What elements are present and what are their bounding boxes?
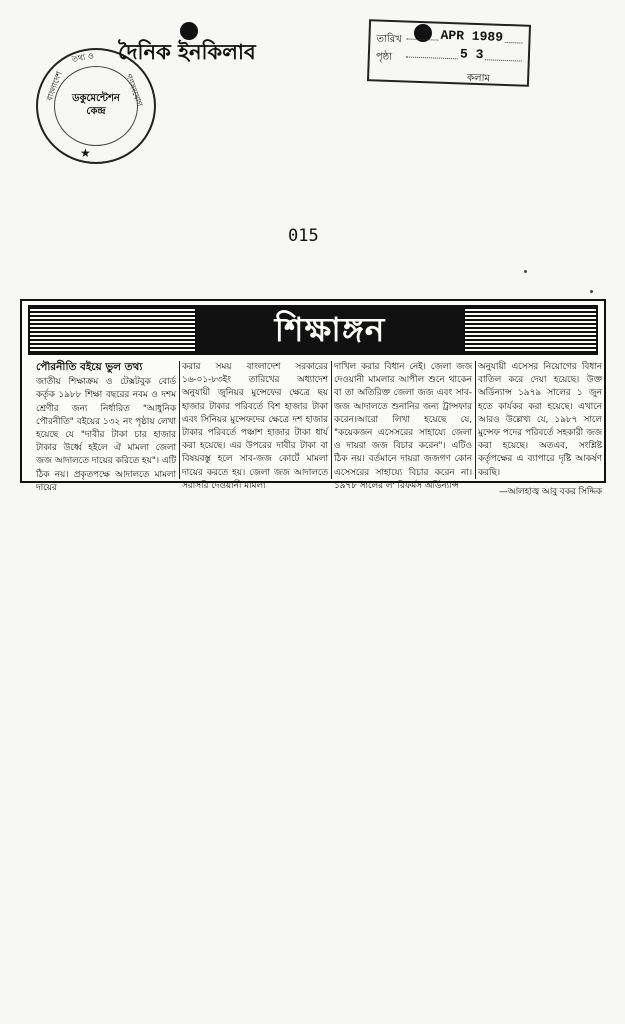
file-code: 015: [288, 226, 319, 246]
article-column-3: [334, 361, 472, 491]
article-column-text: জাতীয় শিক্ষাক্রম ও টেক্সটবুক বোর্ড কর্তৃক ১৯৮৮ শিক্ষা বছরের নবম ও দশম শ্রেণীর জন্য নির্ধারিত "আধুনিক পৌরনীতি" বইয়ের ১৩২ নং পৃষ্ঠায় লেখা হয়েছে যে "দাবীর টাকা চার হাজার টাকার উর্ধ্বে হইলে ঐ মামলা জেলা জজ আদালতে দায়ের করিতে হয়"। এটি ঠিক নয়। প্রকৃতপক্ষে আদালতে মামলা দায়ের: [36, 377, 176, 493]
column-divider: [331, 361, 332, 479]
seal-center-text: [38, 92, 154, 118]
article-headline: পৌরনীতি বইয়ে ভুল তথ্য: [36, 361, 143, 373]
section-title: শিক্ষাঙ্গন: [195, 309, 465, 351]
article-column-text: অনুযায়ী এসেসর নিয়োগের বিধান বাতিল করে দেয়া হয়েছে। উক্ত অর্ডিন্যান্স ১৯৭৯ সালের ১ জুন হতে কার্যকর করা হয়েছে। এখানে আরও উল্লেখ্য যে, ১৯৮৭ সালে মুন্সেফ পদের পরিবর্তে সহকারী জজ করা হয়েছে। অতএব, সংশ্লিষ্ট কর্তৃপক্ষের এ ব্যাপারে দৃষ্টি আকর্ষণ করছি।: [478, 362, 602, 478]
scan-speck: [524, 270, 527, 273]
column-divider: [179, 361, 180, 479]
seal-ring-text-top: তথ্য ও: [71, 51, 95, 64]
article-column-2: [182, 361, 328, 491]
date-stamp: [367, 19, 531, 87]
column-divider: [475, 361, 476, 479]
seal-star-icon: ★: [80, 146, 91, 160]
stamp-page-value: 5 3: [459, 46, 484, 63]
article-column-1: [36, 361, 176, 493]
stamp-date-label: তারিখ: [376, 33, 402, 46]
article-column-text: দাখিল করার বিধান নেই। জেলা জজ দেওয়ানী মামলার আপীল শুনে থাকেন বা তা অতিরিক্ত জেলা জজ এবং সাব-জজ আদালতে শুনানির জন্য ট্রান্সফার করেন।আরো লিখা হয়েছে যে, "কয়েকজন এসেসরের সাহায্যে জেলা ও দায়রা জজ বিচার করেন"। এটিও ঠিক নয়। বর্তমানে দায়রা জজগণ কোন এসেসরের সাহায্যে বিচার করেন না। ১৯৭৮ সালের ল' রিফর্মস অর্ডিন্যান্স: [334, 362, 472, 491]
seal-ring-text-left: বাংলাদেশ: [44, 70, 64, 103]
stamp-date-value: APR 1989: [440, 27, 504, 45]
article-column-4: [478, 361, 602, 497]
seal-ring-text-right: গণসংযোগ: [123, 72, 145, 108]
newspaper-clipping: [20, 299, 606, 497]
seal-center-line-2: কেন্দ্র: [86, 106, 106, 117]
stamp-column-row: [375, 63, 522, 88]
scan-speck: [590, 290, 593, 293]
newspaper-name: দৈনিক ইনকিলাব: [118, 40, 256, 64]
seal-center-line-1: ডকুমেন্টেশন: [72, 93, 120, 104]
section-banner: [28, 305, 598, 355]
article-byline: —আলহাজ্ব আবু বকর সিদ্দিক: [498, 486, 602, 497]
stamp-page-label: পৃষ্ঠা: [375, 51, 393, 64]
stamp-column-label: কলাম: [466, 72, 491, 85]
article-column-text: করার সময় বাংলাদেশ সরকারের ১৬-০১-৮৩ইং তারিখের অধ্যাদেশ অনুযায়ী জুনিয়র মুন্সেফের ক্ষেত্রে ছয় হাজার টাকার পরিবর্তে বিশ হাজার টাকা এবং সিনিয়র মুন্সেফদের ক্ষেত্রে দশ হাজার টাকার পরিবর্তে পঞ্চাশ হাজার টাকা ধার্য করা হয়েছে। এর উপরের দাবীর টাকা বা বিষয়বস্তু হলে সাব-জজ কোর্টে মামলা দায়ের করতে হয়। জেলা জজ আদালতে সরাসরি দেওয়ানী মামলা: [182, 362, 328, 491]
